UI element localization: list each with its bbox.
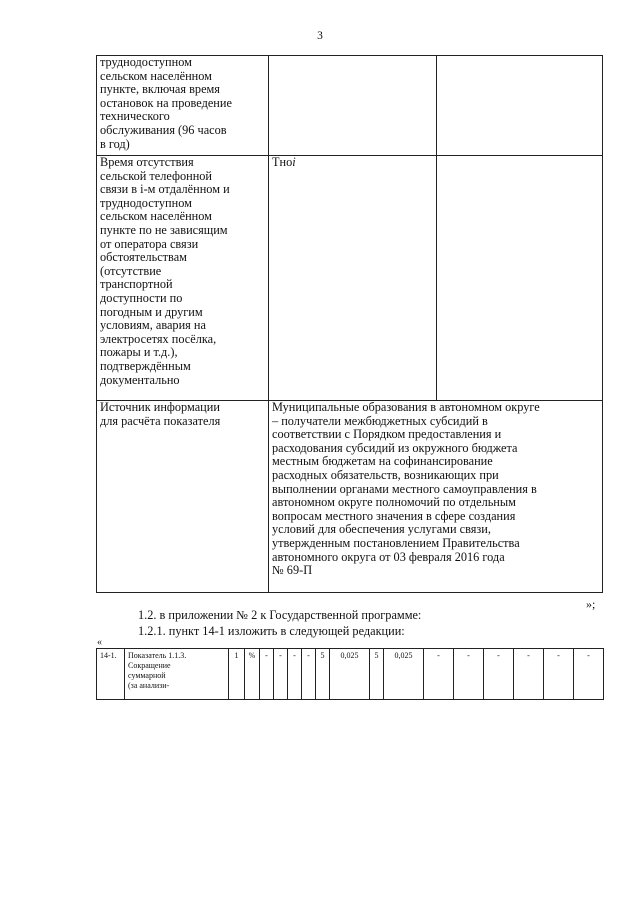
- text-line: (за анализи-: [128, 681, 170, 690]
- row-value: [437, 156, 603, 401]
- value-cell: -: [274, 649, 288, 700]
- text-line: выполнении органами местного самоуправления в: [272, 481, 537, 496]
- value-cell: -: [260, 649, 274, 700]
- text-line: Время отсутствия: [100, 155, 194, 169]
- text-line: Муниципальные образования в автономном округе: [272, 400, 540, 414]
- table-row: [97, 401, 603, 593]
- text-line: (отсутствие: [100, 263, 162, 278]
- text-line: – получатели межбюджетных субсидий в: [272, 413, 488, 428]
- text-line: сельской телефонной: [100, 168, 213, 183]
- text-line: технического: [100, 109, 170, 124]
- text-line: пункте по не зависящим: [100, 222, 228, 237]
- paragraph-1-2-1: 1.2.1. пункт 14-1 изложить в следующей редакции:: [138, 624, 405, 638]
- paragraph-1-2: 1.2. в приложении № 2 к Государственной программе:: [138, 608, 422, 622]
- text-line: сельском населённом: [100, 209, 212, 224]
- value-cell: -: [544, 649, 574, 700]
- symbol-text: Tно: [272, 155, 293, 169]
- text-line: транспортной: [100, 277, 173, 292]
- text-line: обстоятельствам: [100, 250, 187, 265]
- value-cell: -: [454, 649, 484, 700]
- text-line: труднодоступном: [100, 195, 192, 210]
- text-line: утвержденным постановлением Правительства: [272, 535, 520, 550]
- text-line: пожары и т.д.),: [100, 345, 178, 360]
- text-line: для расчёта показателя: [100, 413, 221, 428]
- value-cell: -: [484, 649, 514, 700]
- table-row: [97, 649, 604, 700]
- opening-quote: «: [97, 637, 102, 648]
- text-line: в год): [100, 136, 130, 151]
- text-line: № 69-П: [272, 563, 313, 578]
- text-line: соответствии с Порядком предоставления и: [272, 427, 502, 442]
- closing-quote: »;: [586, 597, 596, 611]
- indicator-table: [96, 55, 603, 593]
- row-symbol: [269, 156, 437, 401]
- indicator-name: [125, 649, 229, 700]
- value-cell: 1: [229, 649, 245, 700]
- text-line: расходных обязательств, возникающих при: [272, 467, 499, 482]
- text-line: автономного округа от 03 февраля 2016 года: [272, 549, 505, 564]
- value-cell: 0,025: [330, 649, 370, 700]
- program-table: [96, 648, 604, 700]
- page-number: 3: [317, 30, 323, 42]
- text-line: погодным и другим: [100, 304, 203, 319]
- row-value: [437, 56, 603, 156]
- value-cell: 5: [370, 649, 384, 700]
- text-line: остановок на проведение: [100, 95, 232, 110]
- row-number: 14-1.: [97, 649, 125, 700]
- text-line: связи в i-м отдалённом и: [100, 182, 230, 197]
- text-line: электросетях посёлка,: [100, 331, 217, 346]
- text-line: Сокращение: [128, 661, 171, 670]
- text-line: вопросам местного значения в сфере создания: [272, 508, 516, 523]
- row-label: [97, 56, 269, 156]
- text-line: доступности по: [100, 290, 183, 305]
- source-label: [97, 401, 269, 593]
- row-symbol: [269, 56, 437, 156]
- value-cell: %: [245, 649, 260, 700]
- text-line: документально: [100, 372, 180, 387]
- text-line: условий для обеспечения услугами связи,: [272, 522, 491, 537]
- table-row: [97, 156, 603, 401]
- text-line: автономном округе полномочий по отдельным: [272, 495, 516, 510]
- text-line: местным бюджетам на софинансирование: [272, 454, 493, 469]
- text-line: от оператора связи: [100, 236, 199, 251]
- value-cell: 0,025: [384, 649, 424, 700]
- text-line: Источник информации: [100, 400, 220, 414]
- value-cell: -: [302, 649, 316, 700]
- text-line: условиям, авария на: [100, 318, 206, 333]
- value-cell: -: [574, 649, 604, 700]
- text-line: пункте, включая время: [100, 82, 220, 97]
- value-cell: -: [288, 649, 302, 700]
- value-cell: 5: [316, 649, 330, 700]
- row-label: [97, 156, 269, 401]
- value-cell: -: [424, 649, 454, 700]
- table-row: [97, 56, 603, 156]
- text-line: обслуживания (96 часов: [100, 122, 227, 137]
- text-line: сельском населённом: [100, 68, 212, 83]
- value-cell: -: [514, 649, 544, 700]
- source-text: [269, 401, 603, 593]
- text-line: суммарной: [128, 671, 166, 680]
- text-line: подтверждённым: [100, 358, 191, 373]
- text-line: труднодоступном: [100, 55, 192, 69]
- text-line: Показатель 1.1.3.: [128, 651, 187, 660]
- text-line: расходования субсидий из окружного бюджета: [272, 440, 518, 455]
- symbol-index: i: [292, 155, 296, 169]
